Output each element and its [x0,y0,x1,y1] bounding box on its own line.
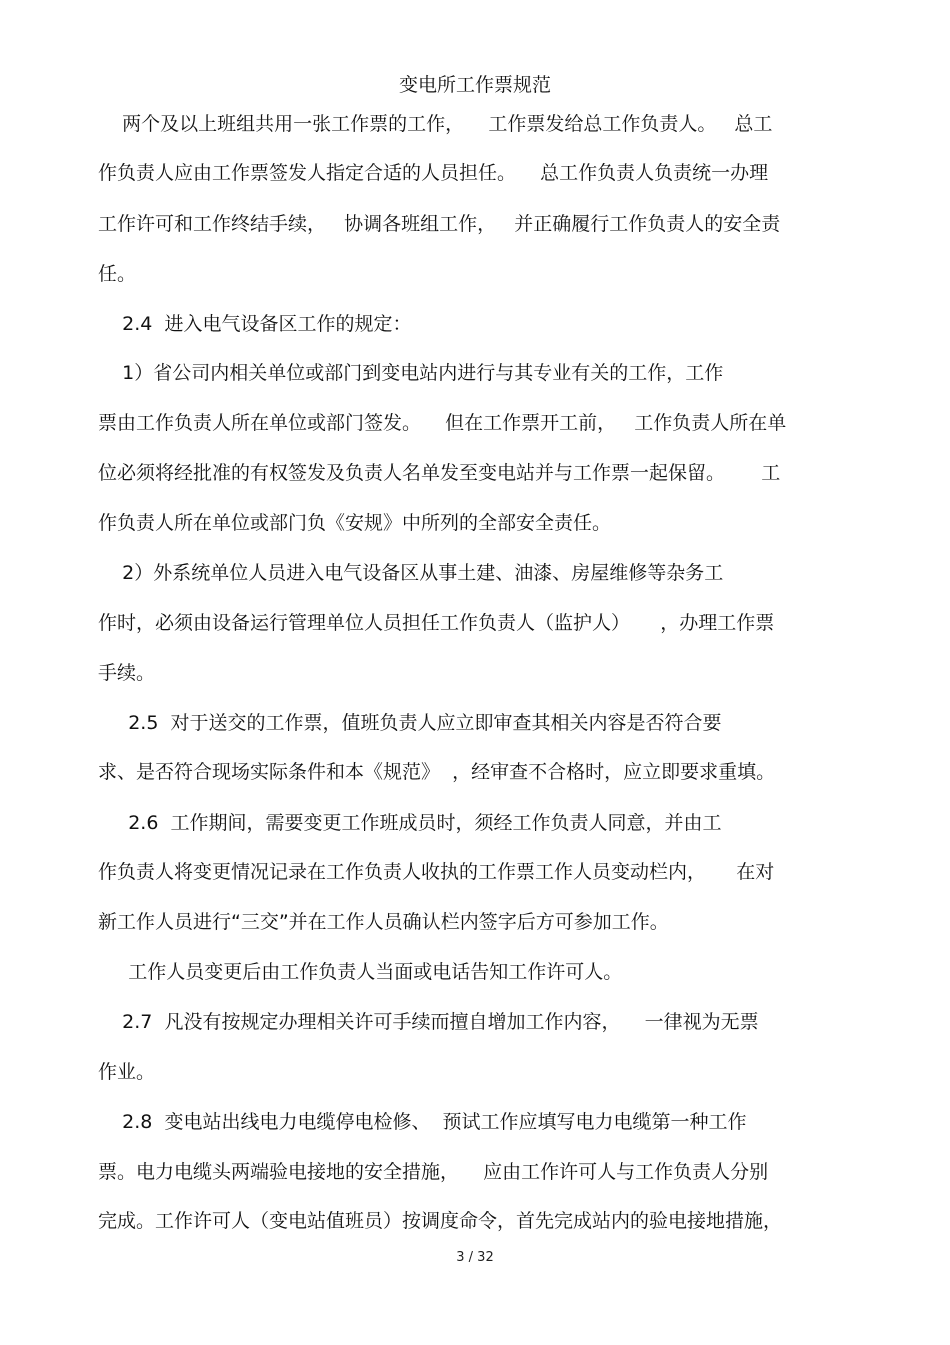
text-line: 求、是否符合现场实际条件和本《规范》 ，经审查不合格时，应立即要求重填。 [98,761,776,783]
text-line: 任。 [98,263,137,285]
text-line: 2）外系统单位人员进入电气设备区从事土建、油漆、房屋维修等杂务工 [98,562,724,584]
text-line: 票由工作负责人所在单位或部门签发。 但在工作票开工前， 工作负责人所在单 [98,412,787,434]
text-line: 工作人员变更后由工作负责人当面或电话告知工作许可人。 [98,961,623,983]
text-line: 作负责人所在单位或部门负《安规》中所列的全部安全责任。 [98,512,612,534]
text-line: 作负责人将变更情况记录在工作负责人收执的工作票工作人员变动栏内， 在对 [98,861,775,883]
text-line: 作业。 [98,1061,156,1083]
text-line: 两个及以上班组共用一张工作票的工作， 工作票发给总工作负责人。 总工 [98,113,773,135]
text-line: 完成。工作许可人（变电站值班员）按调度命令，首先完成站内的验电接地措施， [98,1210,783,1232]
text-line: 手续。 [98,662,156,684]
text-line: 1）省公司内相关单位或部门到变电站内进行与其专业有关的工作，工作 [98,362,724,384]
text-line: 2.4 进入电气设备区工作的规定： [98,313,412,335]
text-line: 2.8 变电站出线电力电缆停电检修、 预试工作应填写电力电缆第一种工作 [98,1111,747,1133]
text-line: 2.7 凡没有按规定办理相关许可手续而擅自增加工作内容， 一律视为无票 [98,1011,759,1033]
text-line: 位必须将经批准的有权签发及负责人名单发至变电站并与工作票一起保留。 工 [98,462,781,484]
text-line: 2.6 工作期间，需要变更工作班成员时，须经工作负责人同意，并由工 [98,812,722,834]
page-number: 3 / 32 [456,1250,494,1265]
text-line: 2.5 对于送交的工作票，值班负责人应立即审查其相关内容是否符合要 [98,712,722,734]
document-title: 变电所工作票规范 [398,74,551,96]
text-line: 新工作人员进行“三交”并在工作人员确认栏内签字后方可参加工作。 [98,911,669,933]
text-line: 作时，必须由设备运行管理单位人员担任工作负责人（监护人） ，办理工作票 [98,612,775,634]
text-line: 票。电力电缆头两端验电接地的安全措施， 应由工作许可人与工作负责人分别 [98,1161,769,1183]
text-line: 作负责人应由工作票签发人指定合适的人员担任。 总工作负责人负责统一办理 [98,162,769,184]
text-line: 工作许可和工作终结手续， 协调各班组工作， 并正确履行工作负责人的安全责 [98,213,781,235]
